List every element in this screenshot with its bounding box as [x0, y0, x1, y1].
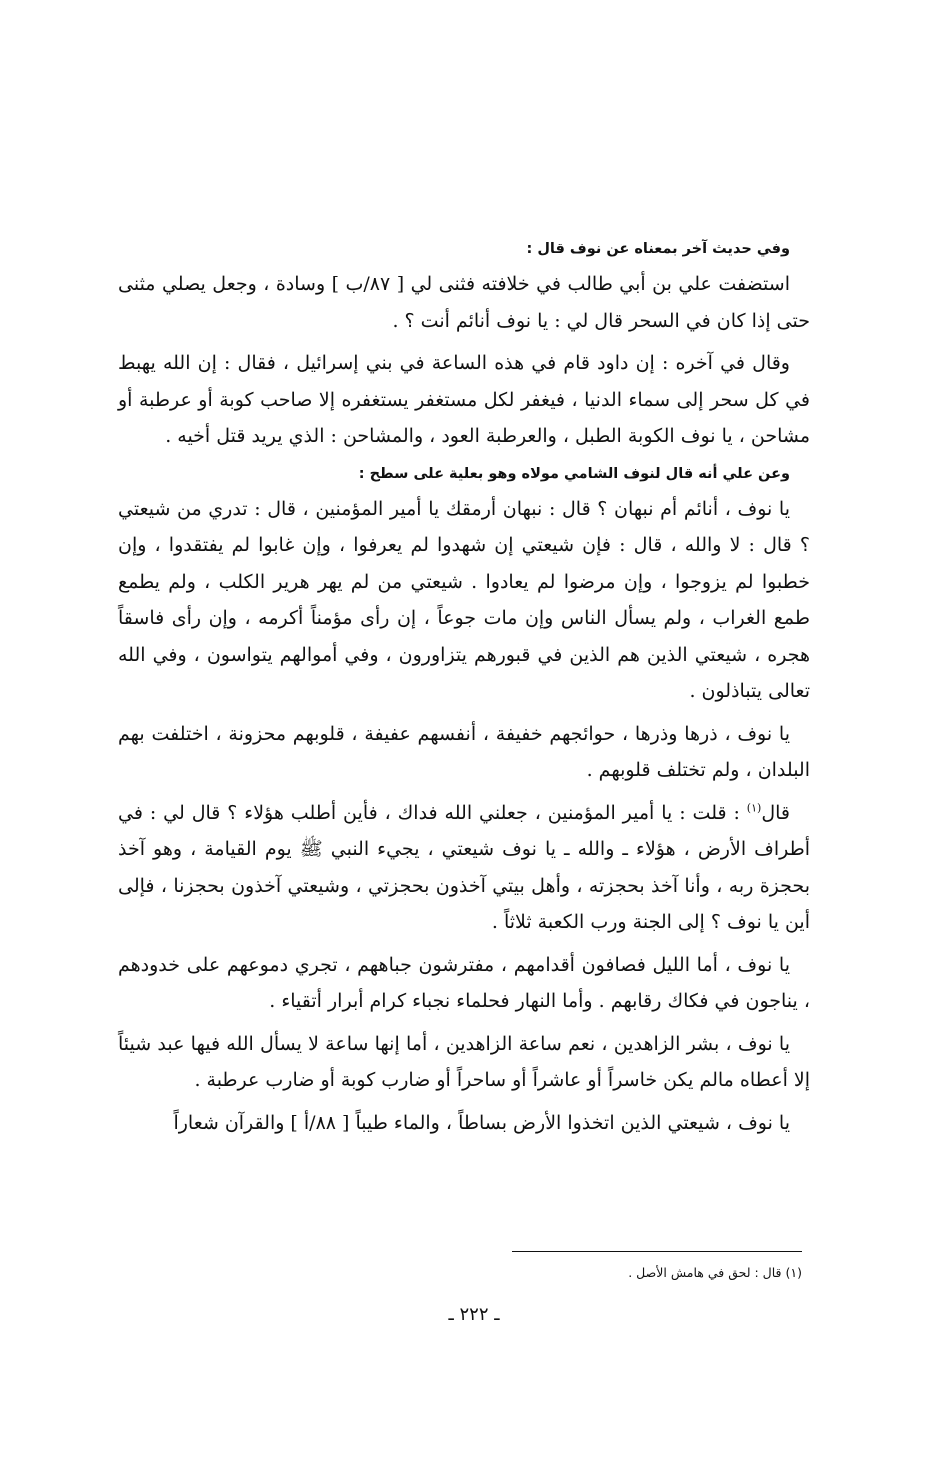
footnote: (١) قال : لحق في هامش الأصل . [628, 1265, 802, 1280]
paragraph-8: يا نوف ، شيعتي الذين اتخذوا الأرض بساطاً ، والماء طيباً [ ٨٨/أ ] والقرآن شعاراً [173, 1111, 790, 1134]
page-body [118, 236, 810, 1145]
section-heading-1: وفي حديث آخر بمعناه عن نوف قال : [526, 241, 790, 257]
paragraph-5-prefix: قال [761, 801, 790, 824]
paragraph-7: يا نوف ، بشر الزاهدين ، نعم ساعة الزاهدين ، أما إنها ساعة لا يسأل الله فيها عبد شيئاً إلا أعطاه مالم يكن خاسراً أو عاشراً أو ساحراً أو ضارب كوبة أو ضارب عرطبة . [118, 1032, 810, 1091]
paragraph-5 [118, 795, 810, 941]
paragraph-3: يا نوف ، أنائم أم نبهان ؟ قال : نبهان أرمقك يا أمير المؤمنين ، قال : تدري من شيعتي ؟ قال : لا والله ، قال : فإن شيعتي إن شهدوا لم يعرفوا ، وإن غابوا لم يفتقدوا ، وإن خطبوا لم يزوجوا ، وإن مرضوا لم يعادوا . شيعتي من لم يهر هرير الكلب ، ولم يطمع طمع الغراب ، ولم يسأل الناس وإن مات جوعاً ، إن رأى مؤمناً أكرمه ، وإن رأى فاسقاً هجره ، شيعتي الذين هم الذين في قبورهم يتزاورون ، وفي أموالهم يتواسون ، وفي الله تعالى يتباذلون . [118, 497, 810, 702]
paragraph-5-text: : قلت : يا أمير المؤمنين ، جعلني الله فداك ، فأين أطلب هؤلاء ؟ قال لي : في أطراف الأرض ، هؤلاء ـ والله ـ يا نوف شيعتي ، يجيء النبي ﷺ يوم القيامة ، وهو آخذ بحجزة ربه ، وأنا آخذ بحجزته ، وأهل بيتي آخذون بحجزتي ، وشيعتي آخذون بحجزنا ، فإلى أين يا نوف ؟ إلى الجنة ورب الكعبة ثلاثاً . [118, 801, 810, 933]
footnote-marker: (١) [746, 801, 762, 815]
section-heading-2: وعن علي أنه قال لنوف الشامي مولاه وهو بعلية على سطح : [358, 465, 790, 482]
paragraph-2: وقال في آخره : إن داود قام في هذه الساعة في بني إسرائيل ، فقال : إن الله يهبط في كل سحر إلى سماء الدنيا ، فيغفر لكل مستغفر يستغفره إلا صاحب كوبة أو عرطبة أو مشاحن ، يا نوف الكوبة الطبل ، والعرطبة العود ، والمشاحن : الذي يريد قتل أخيه . [118, 352, 810, 447]
paragraph-1: استضفت علي بن أبي طالب في خلافته فثنى لي [ ٨٧/ب ] وسادة ، وجعل يصلي مثنى حتى إذا كان في السحر قال لي : يا نوف أنائم أنت ؟ . [118, 273, 810, 332]
paragraph-6: يا نوف ، أما الليل فصافون أقدامهم ، مفترشون جباههم ، تجري دموعهم على خدودهم ، يناجون في فكاك رقابهم . وأما النهار فحلماء نجباء كرام أبرار أتقياء . [118, 953, 810, 1012]
footnote-divider [512, 1251, 802, 1252]
page-number: ـ ٢٢٢ ـ [448, 1304, 500, 1325]
paragraph-4: يا نوف ، ذرها وذرها ، حوائجهم خفيفة ، أنفسهم عفيفة ، قلوبهم محزونة ، اختلفت بهم البلدان ، ولم تختلف قلوبهم . [118, 722, 810, 781]
